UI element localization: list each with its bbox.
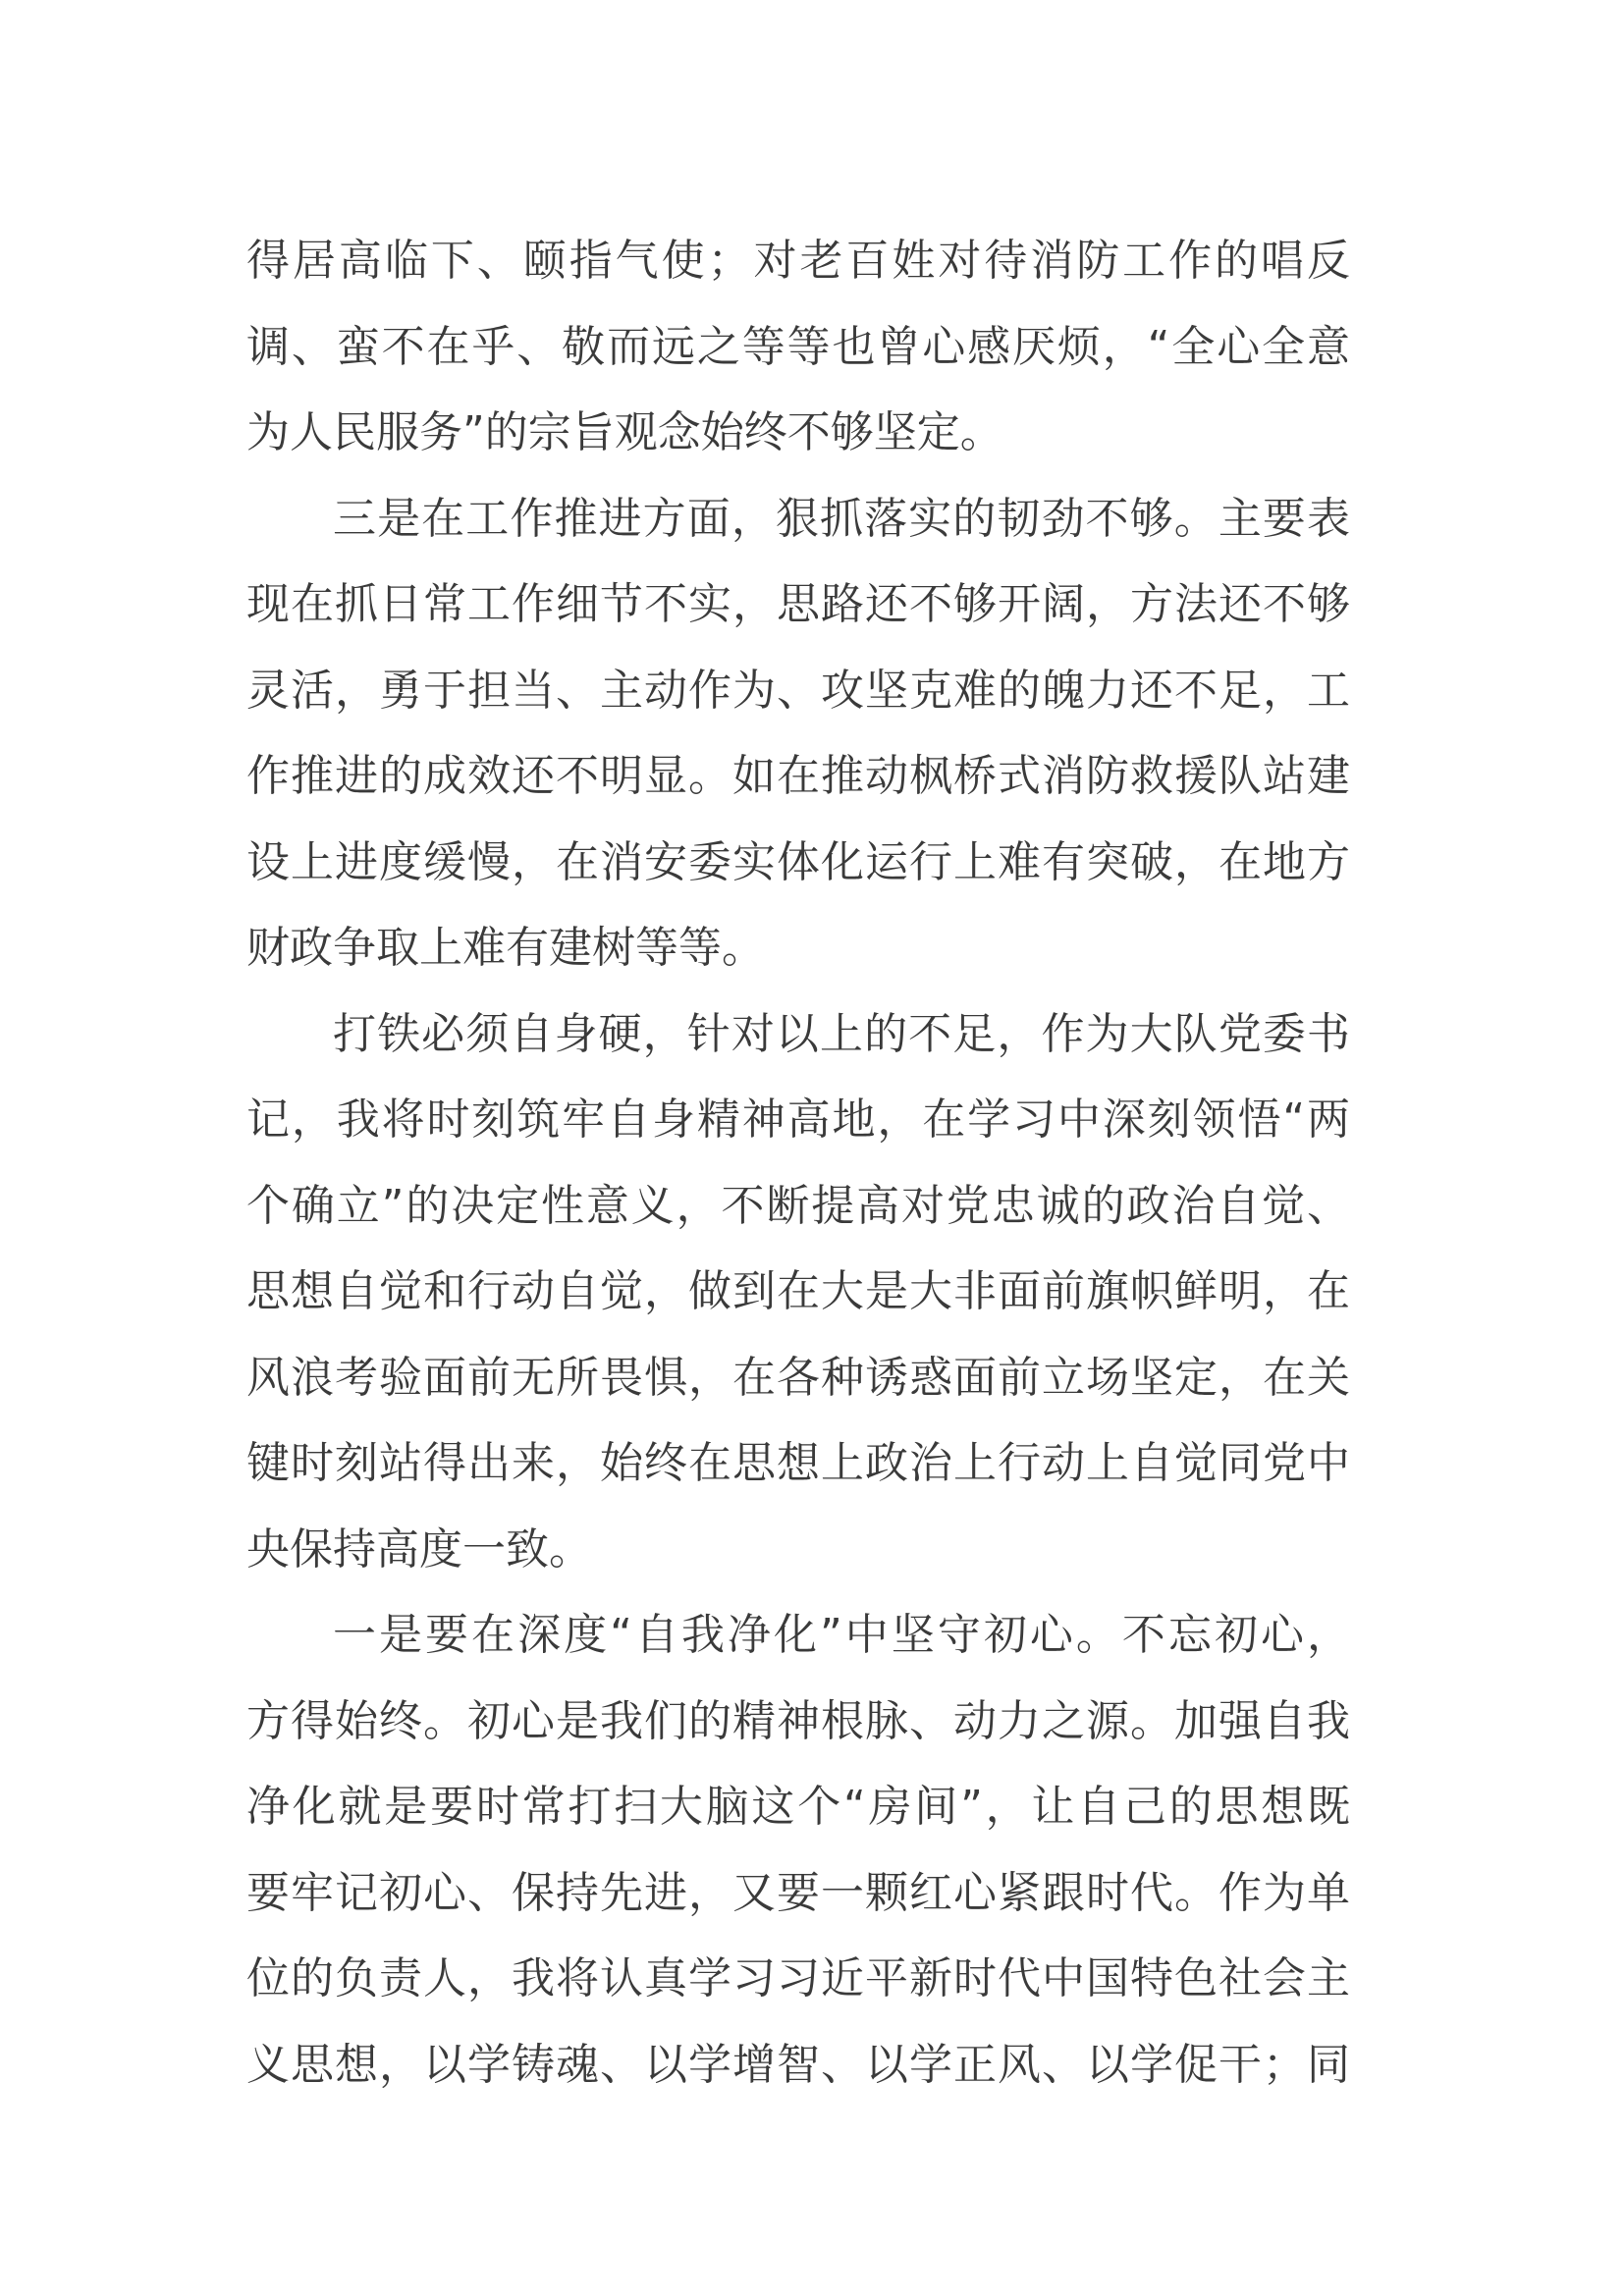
paragraph-2: [246, 476, 1350, 991]
text-line: 净化就是要时常打扫大脑这个“房间”，让自己的思想既: [246, 1782, 1350, 1832]
text-line: 键时刻站得出来，始终在思想上政治上行动上自觉同党中: [246, 1438, 1350, 1488]
text-line: 方得始终。初心是我们的精神根脉、动力之源。加强自我: [246, 1695, 1350, 1746]
text-line: 位的负责人，我将认真学习习近平新时代中国特色社会主: [246, 1953, 1350, 2003]
paragraph-3: [246, 991, 1350, 1593]
text-line: 调、蛮不在乎、敬而远之等等也曾心感厌烦，“全心全意: [246, 321, 1350, 372]
text-line: 灵活，勇于担当、主动作为、攻坚克难的魄力还不足，工: [246, 665, 1350, 716]
text-line: 义思想，以学铸魂、以学增智、以学正风、以学促干；同: [246, 2039, 1350, 2090]
text-line: 个确立”的决定性意义，不断提高对党忠诚的政治自觉、: [246, 1180, 1350, 1231]
text-line: 得居高临下、颐指气使；对老百姓对待消防工作的唱反: [246, 236, 1350, 286]
text-line: 设上进度缓慢，在消安委实体化运行上难有突破，在地方: [246, 836, 1350, 887]
text-line: 三是在工作推进方面，狠抓落实的韧劲不够。主要表: [333, 493, 1350, 544]
text-line: 央保持高度一致。: [246, 1523, 592, 1575]
text-line: 思想自觉和行动自觉，做到在大是大非面前旗帜鲜明，在: [246, 1266, 1350, 1316]
text-line: 财政争取上难有建树等等。: [246, 923, 765, 973]
document-body: [246, 218, 1350, 2108]
text-line: 打铁必须自身硬，针对以上的不足，作为大队党委书: [333, 1008, 1350, 1059]
paragraph-1: [246, 218, 1350, 476]
paragraph-4: [246, 1592, 1350, 2108]
text-line: 作推进的成效还不明显。如在推动枫桥式消防救援队站建: [246, 751, 1350, 801]
text-line: 记，我将时刻筑牢自身精神高地，在学习中深刻领悟“两: [246, 1095, 1350, 1145]
text-line: 要牢记初心、保持先进，又要一颗红心紧跟时代。作为单: [246, 1867, 1350, 1918]
text-line: 一是要在深度“自我净化”中坚守初心。不忘初心，: [333, 1610, 1350, 1660]
text-line: 现在抓日常工作细节不实，思路还不够开阔，方法还不够: [246, 579, 1350, 629]
text-line: 为人民服务”的宗旨观念始终不够坚定。: [246, 407, 1003, 457]
text-line: 风浪考验面前无所畏惧，在各种诱惑面前立场坚定，在关: [246, 1352, 1350, 1403]
